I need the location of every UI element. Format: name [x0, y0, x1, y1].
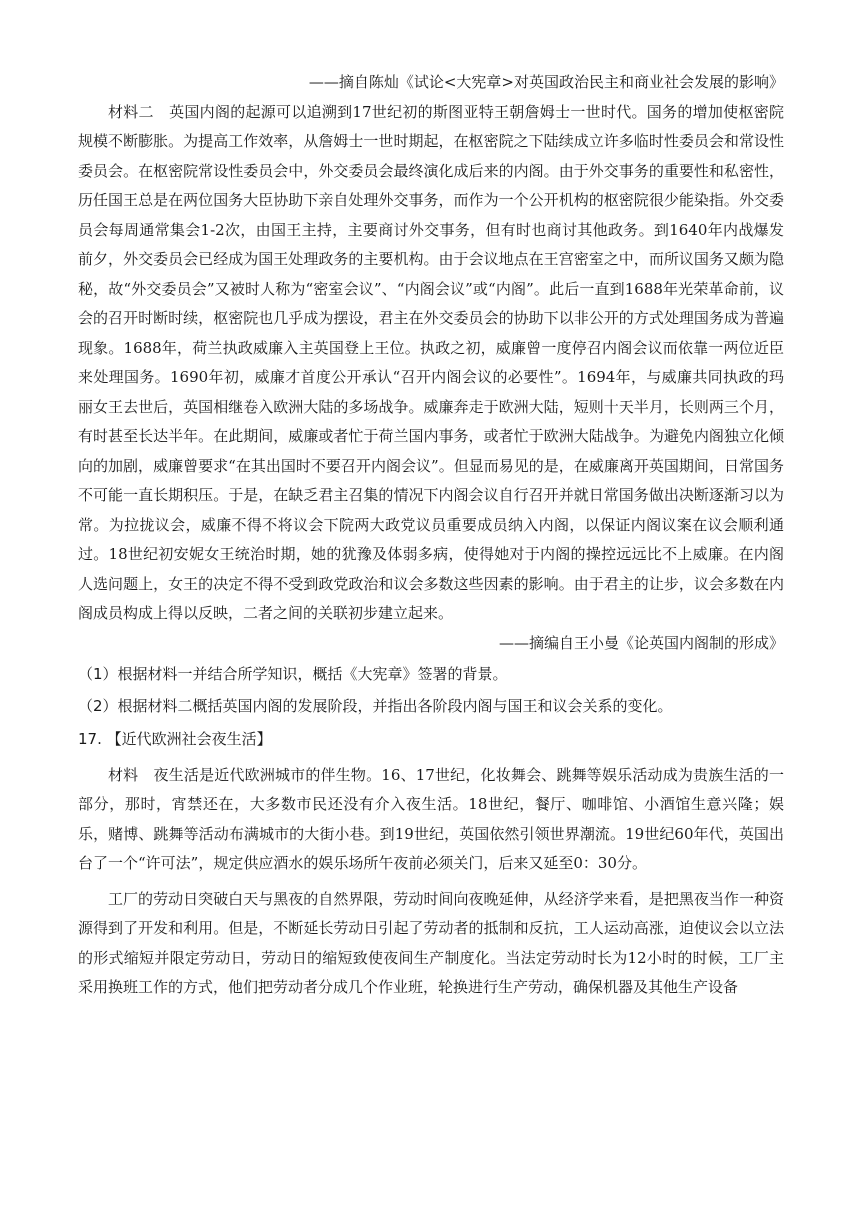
- material-17-paragraph-1: 材料 夜生活是近代欧洲城市的伴生物。16、17世纪，化妆舞会、跳舞等娱乐活动成为贵族生活的一部分，那时，宵禁还在，大多数市民还没有介入夜生活。18世纪，餐厅、咖啡馆、小酒馆生意兴隆；娱乐，赌博、跳舞等活动布满城市的大街小巷。到19世纪，英国依然引领世界潮流。19世纪60年代，英国出台了一个“许可法”，规定供应酒水的娱乐场所午夜前必须关门，后来又延至0：30分。: [78, 765, 784, 872]
- material-2-paragraph: 材料二 英国内阁的起源可以追溯到17世纪初的斯图亚特王朝詹姆士一世时代。国务的增加使枢密院规模不断膨胀。为提高工作效率，从詹姆士一世时期起，在枢密院之下陆续成立许多临时性委员会和常设性委员会。在枢密院常设性委员会中，外交委员会最终演化成后来的内阁。由于外交事务的重要性和私密性，历任国王总是在两位国务大臣协助下亲自处理外交事务，而作为一个公开机构的枢密院很少能染指。外交委员会每周通常集会1-2次，由国王主持，主要商讨外交事务，但有时也商讨其他政务。到1640年内战爆发前夕，外交委员会已经成为国王处理政务的主要机构。由于会议地点在王宫密室之中，而所议国务又颇为隐秘，故“外交委员会”又被时人称为“密室会议”、“内阁会议”或“内阁”。此后一直到1688年光荣革命前，议会的召开时断时续，枢密院也几乎成为摆设，君主在外交委员会的协助下以非公开的方式处理国务成为普遍现象。1688年，荷兰执政威廉入主英国登上王位。执政之初，威廉曾一度停召内阁会议而依靠一两位近臣来处理国务。1690年初，威廉才首度公开承认“召开内阁会议的必要性”。1694年，与威廉共同执政的玛丽女王去世后，英国相继卷入欧洲大陆的多场战争。威廉奔走于欧洲大陆，短则十天半月，长则两三个月，有时甚至长达半年。在此期间，威廉或者忙于荷兰国内事务，或者忙于欧洲大陆战争。为避免内阁独立化倾向的加剧，威廉曾要求“在其出国时不要召开内阁会议”。但显而易见的是，在威廉离开英国期间，日常国务不可能一直长期积压。于是，在缺乏君主召集的情况下内阁会议自行召开并就日常国务做出决断逐渐习以为常。为拉拢议会，威廉不得不将议会下院两大政党议员重要成员纳入内阁，以保证内阁议案在议会顺利通过。18世纪初安妮女王统治时期，她的犹豫及体弱多病，使得她对于内阁的操控远远比不上威廉。在内阁人选问题上，女王的决定不得不受到政党政治和议会多数这些因素的影响。由于君主的让步，议会多数在内阁成员构成上得以反映，二者之间的关联初步建立起来。: [78, 102, 784, 622]
- source-citation-1: ——摘自陈灿《试论<大宪章>对英国政治民主和商业社会发展的影响》: [308, 73, 784, 91]
- document-body: [78, 68, 784, 1003]
- source-citation-2: ——摘编自王小曼《论英国内阁制的形成》: [498, 633, 784, 652]
- question-1: （1）根据材料一并结合所学知识，概括《大宪章》签署的背景。: [78, 665, 508, 683]
- material-17-paragraph-2: 工厂的劳动日突破白天与黑夜的自然界限，劳动时间向夜晚延伸，从经济学来看，是把黑夜当作一种资源得到了开发和利用。但是，不断延长劳动日引起了劳动者的抵制和反抗，工人运动高涨，迫使议会以立法的形式缩短并限定劳动日，劳动日的缩短致使夜间生产制度化。当法定劳动时长为12小时的时候，工厂主采用换班工作的方式，他们把劳动者分成几个作业班，轮换进行生产劳动，确保机器及其他生产设备: [78, 889, 784, 996]
- question-2: （2）根据材料二概括英国内阁的发展阶段，并指出各阶段内阁与国王和议会关系的变化。: [78, 696, 673, 715]
- section-17-title: 17. 【近代欧洲社会夜生活】: [78, 730, 272, 748]
